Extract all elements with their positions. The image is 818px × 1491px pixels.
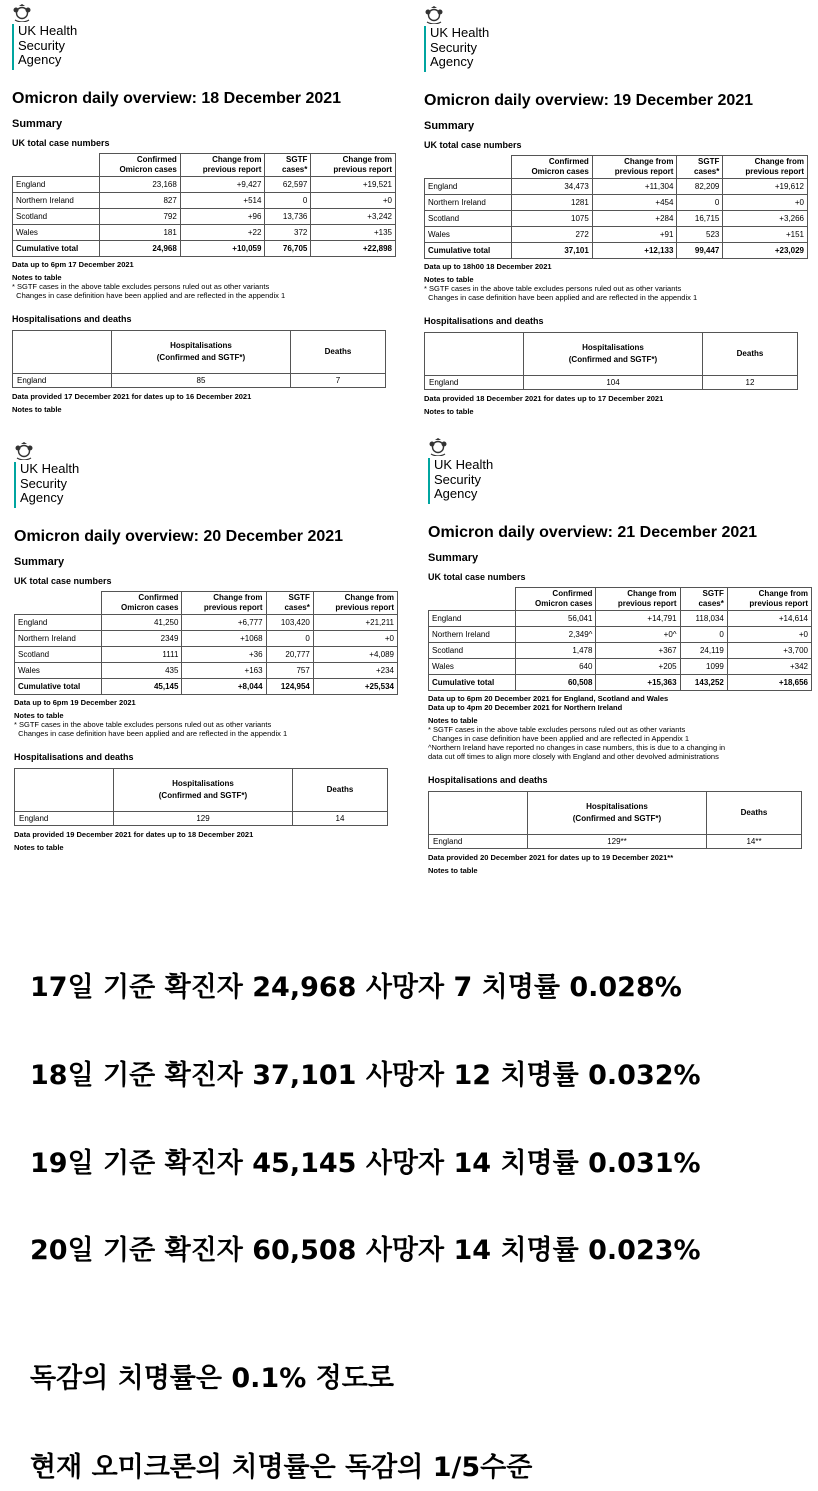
cell-sgtf: 82,209 xyxy=(677,179,723,195)
notes-title: Notes to table xyxy=(424,275,474,284)
cell-change2: +0 xyxy=(727,627,811,643)
cell-label: Scotland xyxy=(429,643,516,659)
ukhsa-logo xyxy=(428,438,816,504)
cell-change2: +23,029 xyxy=(723,243,808,259)
deaths-value: 14** xyxy=(707,835,802,849)
cell-confirmed: 1075 xyxy=(511,211,592,227)
cell-change2: +151 xyxy=(723,227,808,243)
cell-sgtf: 16,715 xyxy=(677,211,723,227)
case-numbers-table xyxy=(14,591,398,695)
cell-sgtf: 757 xyxy=(266,663,313,679)
table-note: ^Northern Ireland have reported no changes in case numbers, this is due to a changing in xyxy=(428,743,726,752)
korean-summary-line: 19일 기준 확진자 45,145 사망자 14 치명률 0.031% xyxy=(30,1148,701,1179)
cell-label: Northern Ireland xyxy=(15,631,102,647)
notes-title: Notes to table xyxy=(14,711,64,720)
notes-title: Notes to table xyxy=(12,273,62,282)
hospitalisations-table xyxy=(14,768,388,826)
korean-summary-line: 17일 기준 확진자 24,968 사망자 7 치명률 0.028% xyxy=(30,972,682,1003)
cell-label: Cumulative total xyxy=(425,243,512,259)
royal-crest-icon xyxy=(424,6,444,24)
overview-title: Omicron daily overview: 20 December 2021 xyxy=(14,528,344,545)
logo-wordmark xyxy=(18,24,77,68)
ukhsa-logo xyxy=(14,442,402,508)
hosp-row-label: England xyxy=(429,835,528,849)
cell-change2: +19,521 xyxy=(311,177,396,193)
cell-sgtf: 0 xyxy=(677,195,723,211)
table-row xyxy=(425,179,808,195)
cell-label: England xyxy=(429,611,516,627)
flu-fatality-note: 독감의 치명률은 0.1% 정도로 xyxy=(30,1363,394,1394)
cell-confirmed: 1281 xyxy=(511,195,592,211)
cell-change2: +21,211 xyxy=(313,615,397,631)
cell-label: Cumulative total xyxy=(15,679,102,695)
cell-label: Wales xyxy=(429,659,516,675)
logo-wordmark xyxy=(20,462,79,506)
logo-line: Security xyxy=(430,39,477,55)
cell-sgtf: 124,954 xyxy=(266,679,313,695)
hospitalisations-header: Hospitalisations (Confirmed and SGTF*) xyxy=(112,331,291,374)
deaths-value: 14 xyxy=(293,812,388,826)
cell-label: Cumulative total xyxy=(429,675,516,691)
cell-change1: +205 xyxy=(596,659,680,675)
hosp-row-label: England xyxy=(13,374,112,388)
hosp-row-label: England xyxy=(425,376,524,390)
notes-footer: Notes to table xyxy=(424,407,474,416)
cell-sgtf: 103,420 xyxy=(266,615,313,631)
table-row xyxy=(15,647,398,663)
logo-accent-bar xyxy=(14,462,16,508)
cell-sgtf: 24,119 xyxy=(680,643,727,659)
cell-confirmed: 24,968 xyxy=(99,241,180,257)
table-row xyxy=(425,195,808,211)
hospitalisations-header: Hospitalisations (Confirmed and SGTF*) xyxy=(114,769,293,812)
hospitalisations-table xyxy=(12,330,386,388)
logo-line: Agency xyxy=(430,54,474,69)
cell-label: Scotland xyxy=(15,647,102,663)
table-row xyxy=(15,679,398,695)
header-change: Change from previous report xyxy=(596,588,680,611)
cell-confirmed: 792 xyxy=(99,209,180,225)
header-change: Change from previous report xyxy=(313,592,397,615)
logo-wordmark xyxy=(430,26,489,70)
cell-change2: +22,898 xyxy=(311,241,396,257)
cell-change1: +14,791 xyxy=(596,611,680,627)
cell-sgtf: 1099 xyxy=(680,659,727,675)
logo-line: Agency xyxy=(18,52,62,67)
data-provided-note: Data provided 19 December 2021 for dates up to 18 December 2021 xyxy=(14,830,254,839)
cell-label: Scotland xyxy=(425,211,512,227)
deaths-header: Deaths xyxy=(291,331,386,374)
royal-crest-icon xyxy=(14,442,34,460)
notes-footer: Notes to table xyxy=(14,843,64,852)
cell-confirmed: 2,349^ xyxy=(515,627,596,643)
table-row xyxy=(429,675,812,691)
deaths-header: Deaths xyxy=(703,333,798,376)
cell-change2: +3,242 xyxy=(311,209,396,225)
overview-title: Omicron daily overview: 19 December 2021 xyxy=(424,92,754,109)
hospitalisations-table xyxy=(428,791,802,849)
cell-change1: +6,777 xyxy=(182,615,266,631)
cell-confirmed: 56,041 xyxy=(515,611,596,627)
table-row xyxy=(425,211,808,227)
logo-line: UK Health xyxy=(430,25,490,40)
ukhsa-logo xyxy=(12,4,400,70)
cell-confirmed: 41,250 xyxy=(101,615,182,631)
cell-change1: +10,059 xyxy=(180,241,265,257)
cell-label: England xyxy=(15,615,102,631)
cell-change1: +0^ xyxy=(596,627,680,643)
cell-confirmed: 34,473 xyxy=(511,179,592,195)
table-row xyxy=(13,241,396,257)
data-provided-note: Data provided 18 December 2021 for dates up to 17 December 2021 xyxy=(424,394,664,403)
table-row xyxy=(15,631,398,647)
case-numbers-table xyxy=(428,587,812,691)
cell-label: England xyxy=(13,177,100,193)
cell-change2: +0 xyxy=(723,195,808,211)
table-row xyxy=(13,177,396,193)
table-row xyxy=(425,243,808,259)
table-note: data cut off times to align more closely with England and other devolved administrations xyxy=(428,752,719,761)
table-row xyxy=(13,209,396,225)
hospitalisations-heading: Hospitalisations and deaths xyxy=(14,752,134,762)
cell-label: England xyxy=(425,179,512,195)
hospitalisations-heading: Hospitalisations and deaths xyxy=(12,314,132,324)
cell-change1: +91 xyxy=(592,227,677,243)
hosp-value: 129** xyxy=(528,835,707,849)
cell-change2: +3,700 xyxy=(727,643,811,659)
overview-title: Omicron daily overview: 18 December 2021 xyxy=(12,90,342,107)
header-sgtf: SGTF cases* xyxy=(680,588,727,611)
ukhsa-logo xyxy=(424,6,812,72)
uk-total-heading: UK total case numbers xyxy=(14,576,112,586)
cell-sgtf: 0 xyxy=(265,193,311,209)
header-change: Change from previous report xyxy=(592,156,677,179)
overview-panel xyxy=(14,442,402,852)
hospitalisations-header: Hospitalisations (Confirmed and SGTF*) xyxy=(524,333,703,376)
overview-panel xyxy=(12,4,400,414)
korean-summary-line: 18일 기준 확진자 37,101 사망자 12 치명률 0.032% xyxy=(30,1060,701,1091)
table-note: Changes in case definition have been applied and are reflected in the appendix 1 xyxy=(14,729,288,738)
logo-line: Security xyxy=(20,475,67,491)
data-up-to-note: Data up to 18h00 18 December 2021 xyxy=(424,262,552,271)
table-note: * SGTF cases in the above table excludes persons ruled out as other variants xyxy=(12,282,270,291)
cell-change1: +15,363 xyxy=(596,675,680,691)
cell-change1: +367 xyxy=(596,643,680,659)
header-change: Change from previous report xyxy=(723,156,808,179)
table-note: * SGTF cases in the above table excludes persons ruled out as other variants xyxy=(428,725,686,734)
cell-confirmed: 1111 xyxy=(101,647,182,663)
cell-change1: +36 xyxy=(182,647,266,663)
hosp-value: 129 xyxy=(114,812,293,826)
cell-change1: +514 xyxy=(180,193,265,209)
cell-label: Northern Ireland xyxy=(425,195,512,211)
cell-confirmed: 272 xyxy=(511,227,592,243)
cell-sgtf: 13,736 xyxy=(265,209,311,225)
uk-total-heading: UK total case numbers xyxy=(424,140,522,150)
cell-sgtf: 523 xyxy=(677,227,723,243)
summary-heading: Summary xyxy=(12,118,63,130)
cell-change2: +0 xyxy=(311,193,396,209)
notes-footer: Notes to table xyxy=(428,866,478,875)
header-sgtf: SGTF cases* xyxy=(677,156,723,179)
header-change: Change from previous report xyxy=(727,588,811,611)
header-confirmed: Confirmed Omicron cases xyxy=(101,592,182,615)
uk-total-heading: UK total case numbers xyxy=(428,572,526,582)
cell-change1: +96 xyxy=(180,209,265,225)
case-numbers-table xyxy=(424,155,808,259)
logo-line: Agency xyxy=(434,486,478,501)
cell-label: Northern Ireland xyxy=(429,627,516,643)
cell-change2: +3,266 xyxy=(723,211,808,227)
table-note: Changes in case definition have been applied and are reflected in the appendix 1 xyxy=(12,291,286,300)
hospitalisations-heading: Hospitalisations and deaths xyxy=(428,775,548,785)
cell-confirmed: 1,478 xyxy=(515,643,596,659)
cell-change1: +454 xyxy=(592,195,677,211)
table-note: Changes in case definition have been applied and are reflected in the appendix 1 xyxy=(424,293,698,302)
cell-change1: +11,304 xyxy=(592,179,677,195)
cell-confirmed: 23,168 xyxy=(99,177,180,193)
cell-label: Wales xyxy=(13,225,100,241)
overview-panel xyxy=(428,438,816,875)
logo-accent-bar xyxy=(424,26,426,72)
table-row xyxy=(425,227,808,243)
royal-crest-icon xyxy=(428,438,448,456)
table-row xyxy=(429,611,812,627)
logo-line: UK Health xyxy=(18,23,78,38)
cell-change1: +9,427 xyxy=(180,177,265,193)
cell-sgtf: 76,705 xyxy=(265,241,311,257)
cell-change2: +14,614 xyxy=(727,611,811,627)
notes-footer: Notes to table xyxy=(12,405,62,414)
header-confirmed: Confirmed Omicron cases xyxy=(515,588,596,611)
cell-change1: +12,133 xyxy=(592,243,677,259)
cell-change1: +1068 xyxy=(182,631,266,647)
table-row xyxy=(429,627,812,643)
cell-sgtf: 99,447 xyxy=(677,243,723,259)
table-row xyxy=(13,193,396,209)
header-sgtf: SGTF cases* xyxy=(266,592,313,615)
table-row xyxy=(15,615,398,631)
cell-change2: +234 xyxy=(313,663,397,679)
cell-sgtf: 0 xyxy=(680,627,727,643)
cell-change1: +163 xyxy=(182,663,266,679)
cell-sgtf: 143,252 xyxy=(680,675,727,691)
cell-change2: +0 xyxy=(313,631,397,647)
summary-heading: Summary xyxy=(428,552,479,564)
header-change: Change from previous report xyxy=(182,592,266,615)
hospitalisations-header: Hospitalisations (Confirmed and SGTF*) xyxy=(528,792,707,835)
data-up-to-note: Data up to 6pm 19 December 2021 xyxy=(14,698,136,707)
table-note: * SGTF cases in the above table excludes persons ruled out as other variants xyxy=(14,720,272,729)
cell-label: Wales xyxy=(15,663,102,679)
logo-line: Security xyxy=(18,37,65,53)
cell-sgtf: 20,777 xyxy=(266,647,313,663)
cell-change2: +342 xyxy=(727,659,811,675)
table-note: Changes in case definition have been applied and are reflected in Appendix 1 xyxy=(428,734,690,743)
cell-confirmed: 45,145 xyxy=(101,679,182,695)
logo-accent-bar xyxy=(428,458,430,504)
cell-label: Cumulative total xyxy=(13,241,100,257)
hosp-value: 104 xyxy=(524,376,703,390)
summary-heading: Summary xyxy=(14,556,65,568)
table-row xyxy=(429,643,812,659)
overview-title: Omicron daily overview: 21 December 2021 xyxy=(428,524,758,541)
cell-confirmed: 2349 xyxy=(101,631,182,647)
logo-line: UK Health xyxy=(434,457,494,472)
cell-change2: +135 xyxy=(311,225,396,241)
cell-confirmed: 60,508 xyxy=(515,675,596,691)
deaths-value: 12 xyxy=(703,376,798,390)
deaths-header: Deaths xyxy=(707,792,802,835)
deaths-header: Deaths xyxy=(293,769,388,812)
logo-line: UK Health xyxy=(20,461,80,476)
header-change: Change from previous report xyxy=(311,154,396,177)
cell-sgtf: 118,034 xyxy=(680,611,727,627)
cell-confirmed: 640 xyxy=(515,659,596,675)
cell-change1: +8,044 xyxy=(182,679,266,695)
data-up-to-note: Data up to 6pm 17 December 2021 xyxy=(12,260,134,269)
cell-change2: +25,534 xyxy=(313,679,397,695)
table-row xyxy=(15,663,398,679)
data-up-to-note: Data up to 6pm 20 December 2021 for England, Scotland and Wales xyxy=(428,694,669,703)
header-change: Change from previous report xyxy=(180,154,265,177)
logo-wordmark xyxy=(434,458,493,502)
table-note: * SGTF cases in the above table excludes persons ruled out as other variants xyxy=(424,284,682,293)
omicron-comparison-note: 현재 오미크론의 치명률은 독감의 1/5수준 xyxy=(30,1452,533,1483)
cell-label: Scotland xyxy=(13,209,100,225)
overview-panel xyxy=(424,6,812,416)
hospitalisations-table xyxy=(424,332,798,390)
cell-change1: +284 xyxy=(592,211,677,227)
table-row xyxy=(429,659,812,675)
cell-change2: +4,089 xyxy=(313,647,397,663)
logo-line: Security xyxy=(434,471,481,487)
deaths-value: 7 xyxy=(291,374,386,388)
header-confirmed: Confirmed Omicron cases xyxy=(99,154,180,177)
cell-confirmed: 37,101 xyxy=(511,243,592,259)
hospitalisations-heading: Hospitalisations and deaths xyxy=(424,316,544,326)
cell-label: Northern Ireland xyxy=(13,193,100,209)
logo-accent-bar xyxy=(12,24,14,70)
cell-change1: +22 xyxy=(180,225,265,241)
data-provided-note: Data provided 20 December 2021 for dates up to 19 December 2021** xyxy=(428,853,674,862)
cell-sgtf: 372 xyxy=(265,225,311,241)
cell-change2: +18,656 xyxy=(727,675,811,691)
data-provided-note: Data provided 17 December 2021 for dates up to 16 December 2021 xyxy=(12,392,252,401)
uk-total-heading: UK total case numbers xyxy=(12,138,110,148)
notes-title: Notes to table xyxy=(428,716,478,725)
hosp-value: 85 xyxy=(112,374,291,388)
case-numbers-table xyxy=(12,153,396,257)
cell-change2: +19,612 xyxy=(723,179,808,195)
cell-confirmed: 827 xyxy=(99,193,180,209)
cell-confirmed: 435 xyxy=(101,663,182,679)
cell-sgtf: 62,597 xyxy=(265,177,311,193)
cell-confirmed: 181 xyxy=(99,225,180,241)
royal-crest-icon xyxy=(12,4,32,22)
hosp-row-label: England xyxy=(15,812,114,826)
cell-sgtf: 0 xyxy=(266,631,313,647)
header-confirmed: Confirmed Omicron cases xyxy=(511,156,592,179)
header-sgtf: SGTF cases* xyxy=(265,154,311,177)
cell-label: Wales xyxy=(425,227,512,243)
data-up-to-note: Data up to 4pm 20 December 2021 for Northern Ireland xyxy=(428,703,623,712)
summary-heading: Summary xyxy=(424,120,475,132)
logo-line: Agency xyxy=(20,490,64,505)
korean-summary-line: 20일 기준 확진자 60,508 사망자 14 치명률 0.023% xyxy=(30,1235,701,1266)
table-row xyxy=(13,225,396,241)
